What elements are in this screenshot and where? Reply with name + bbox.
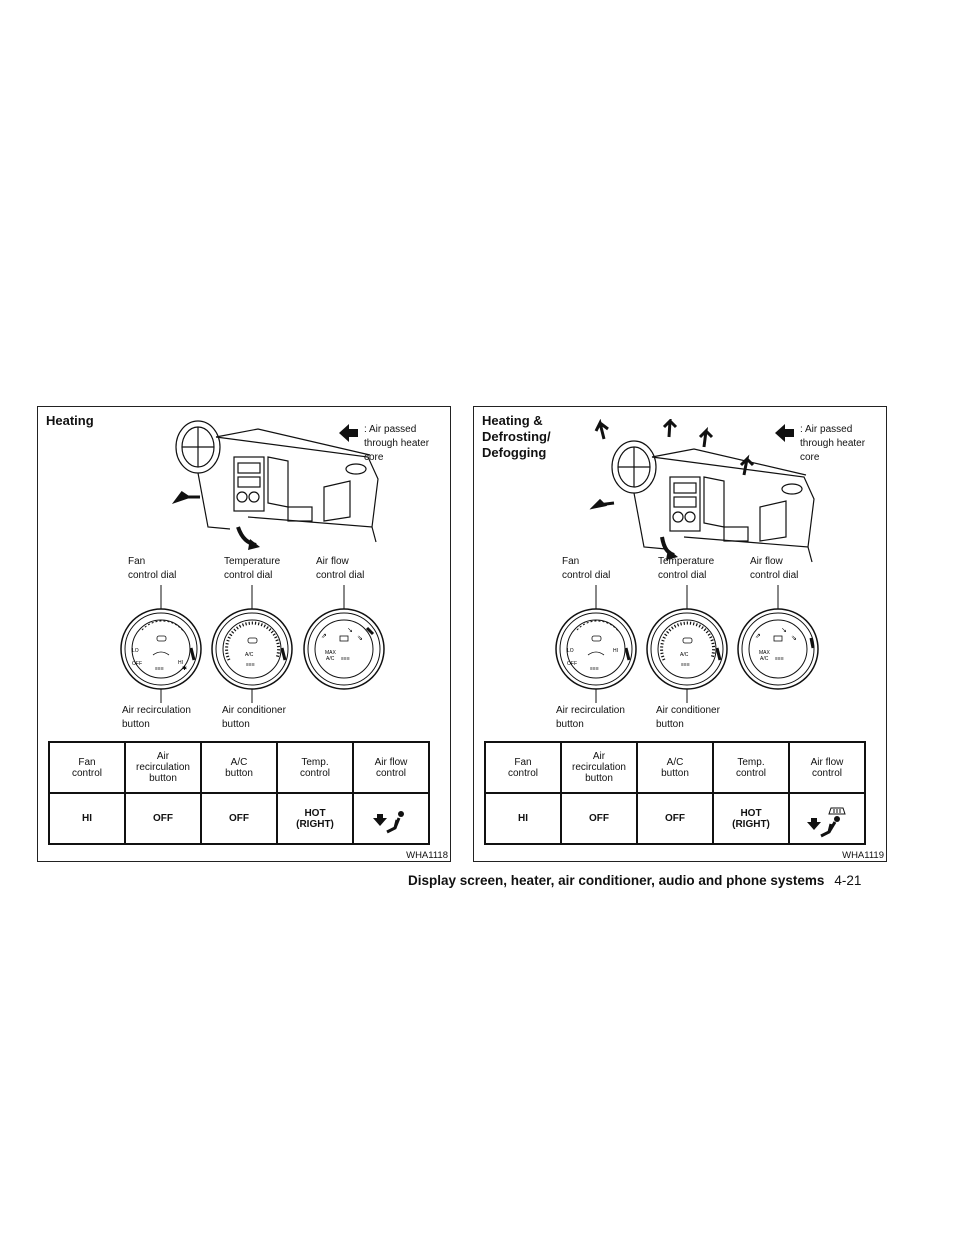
settings-table [484, 741, 866, 845]
legend-text: : Air passed through heater core [800, 424, 866, 463]
table-header: A/C button [201, 742, 277, 793]
table-header: Air recirculation button [561, 742, 637, 793]
bi-level-icon: ↘ [347, 627, 353, 634]
table-cell: HOT (RIGHT) [277, 793, 353, 844]
ac-label: A/C [680, 652, 689, 658]
temperature-control-dial[interactable] [646, 608, 730, 692]
figure-title: Heating & Defrosting/ Defogging [482, 413, 551, 460]
face-vent-icon: ⇗ [755, 633, 761, 640]
figure-heating-defrosting [473, 406, 887, 862]
figure-id: WHA1118 [406, 850, 448, 861]
figure-title: Heating [46, 413, 94, 428]
svg-text:≡≡≡: ≡≡≡ [155, 666, 164, 672]
table-header: Temp. control [713, 742, 789, 793]
svg-text:≡≡≡: ≡≡≡ [775, 656, 784, 662]
table-header: A/C button [637, 742, 713, 793]
floor-defrost-small-icon: ⇘ [357, 635, 363, 642]
svg-text:≡≡≡: ≡≡≡ [590, 666, 599, 672]
fan-lo-label: LO [567, 648, 574, 654]
figure-id: WHA1119 [842, 850, 884, 861]
fan-hi-label: HI [613, 648, 618, 654]
fan-control-dial[interactable] [555, 608, 639, 692]
table-cell: HI [485, 793, 561, 844]
legend-text: : Air passed through heater core [364, 424, 430, 463]
max-ac-line: A/C [326, 656, 335, 662]
table-cell: HI [49, 793, 125, 844]
air-flow-control-dial[interactable] [303, 608, 387, 692]
airflow-dial-label: Air flow control dial [316, 556, 365, 581]
floor-defrost-small-icon: ⇘ [791, 635, 797, 642]
max-ac-line: MAX [325, 650, 336, 656]
max-ac-line: MAX [759, 650, 770, 656]
settings-table [48, 741, 430, 845]
table-cell [789, 793, 865, 844]
table-cell: OFF [637, 793, 713, 844]
recirc-button-label: Air recirculation button [556, 705, 625, 730]
table-header: Air flow control [353, 742, 429, 793]
table-row [49, 793, 429, 844]
face-vent-icon: ⇗ [321, 633, 327, 640]
fan-control-dial[interactable] [120, 608, 204, 692]
table-row [485, 793, 865, 844]
recirc-button-label: Air recirculation button [122, 705, 191, 730]
svg-text:✱: ✱ [182, 666, 188, 672]
bi-level-icon: ↘ [781, 627, 787, 634]
temp-dial-label: Temperature control dial [658, 556, 715, 581]
fan-lo-label: LO [132, 648, 139, 654]
ac-button-label: Air conditioner button [656, 705, 720, 730]
fan-dial-label: Fan control dial [128, 556, 177, 581]
table-header: Fan control [49, 742, 125, 793]
table-header: Air flow control [789, 742, 865, 793]
svg-text:≡≡≡: ≡≡≡ [681, 662, 690, 668]
table-cell [353, 793, 429, 844]
temperature-control-dial[interactable] [211, 608, 295, 692]
air-flow-control-dial[interactable] [737, 608, 821, 692]
section-title: Display screen, heater, air conditioner, audio and phone systems [408, 873, 825, 888]
page-footer [408, 873, 861, 888]
table-header-row [49, 742, 429, 793]
fan-off-label: OFF [132, 661, 142, 667]
fan-hi-label: HI [178, 660, 183, 666]
ac-button-label: Air conditioner button [222, 705, 286, 730]
page-number: 4-21 [834, 873, 862, 888]
table-header-row [485, 742, 865, 793]
table-header: Temp. control [277, 742, 353, 793]
table-header: Fan control [485, 742, 561, 793]
svg-text:≡≡≡: ≡≡≡ [341, 656, 350, 662]
fan-off-label: OFF [567, 661, 577, 667]
table-cell: OFF [125, 793, 201, 844]
table-header: Air recirculation button [125, 742, 201, 793]
figure-heating [37, 406, 451, 862]
table-cell: OFF [561, 793, 637, 844]
max-ac-line: A/C [760, 656, 769, 662]
fan-dial-label: Fan control dial [562, 556, 611, 581]
floor-vent-icon [373, 808, 409, 838]
table-cell: HOT (RIGHT) [713, 793, 789, 844]
temp-dial-label: Temperature control dial [224, 556, 281, 581]
floor-defrost-icon [807, 806, 847, 840]
svg-text:≡≡≡: ≡≡≡ [246, 662, 255, 668]
ac-label: A/C [245, 652, 254, 658]
airflow-dial-label: Air flow control dial [750, 556, 799, 581]
table-cell: OFF [201, 793, 277, 844]
